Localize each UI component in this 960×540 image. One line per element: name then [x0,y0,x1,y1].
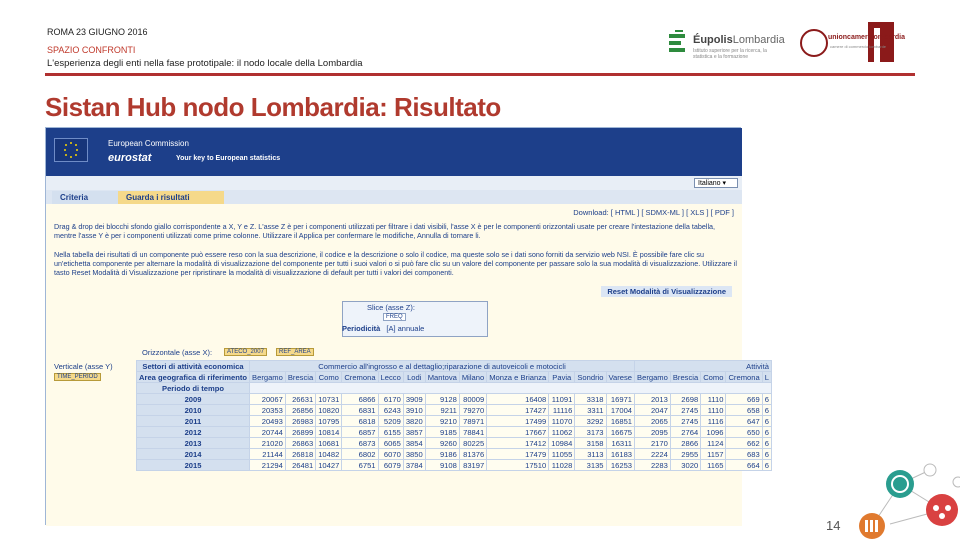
value-cell: 17479 [487,449,549,460]
value-cell: 3113 [575,449,606,460]
header-section: SPAZIO CONFRONTI [47,45,136,55]
value-cell: 9211 [425,405,459,416]
area-header[interactable]: Lecco [378,372,403,383]
eupolis-logo [667,26,785,62]
download-links[interactable]: Download: [ HTML ] [ SDMX-ML ] [ XLS ] [ PDF ] [573,208,734,217]
value-cell: 3020 [670,460,700,471]
value-cell: 20744 [250,427,286,438]
eurostat-tagline: Your key to European statistics [176,155,281,162]
value-cell: 650 [726,427,762,438]
value-cell: 16675 [606,427,635,438]
periodicity-label[interactable]: Periodicità [342,324,381,333]
value-cell: 78841 [459,427,486,438]
value-cell: 10681 [316,438,342,449]
value-cell: 10814 [316,427,342,438]
area-header[interactable]: Brescia [670,372,700,383]
value-cell: 9108 [425,460,459,471]
value-cell: 2764 [670,427,700,438]
value-cell: 6079 [378,460,403,471]
vertical-axis-box [54,362,132,384]
header-date: ROMA 23 GIUGNO 2016 [47,27,148,37]
value-cell: 17499 [487,416,549,427]
value-cell: 6 [762,405,771,416]
area-header[interactable]: Monza e Brianza [487,372,549,383]
value-cell: 1124 [701,438,726,449]
value-cell: 17412 [487,438,549,449]
eurostat-brand[interactable]: eurostat [108,152,152,164]
value-cell: 11062 [549,427,575,438]
value-cell: 26983 [285,416,315,427]
value-cell: 6 [762,460,771,471]
value-cell: 26481 [285,460,315,471]
value-cell: 2095 [635,427,671,438]
value-cell: 2866 [670,438,700,449]
value-cell: 6818 [342,416,378,427]
year-cell: 2015 [137,460,250,471]
value-cell: 9128 [425,394,459,405]
area-header[interactable]: L [762,372,771,383]
value-cell: 16183 [606,449,635,460]
eupolis-tag: Istituto superiore per la ricerca, la statistica e la formazione [693,48,767,60]
value-cell: 21294 [250,460,286,471]
table-row [137,416,772,427]
value-cell: 6070 [378,449,403,460]
value-cell: 81376 [459,449,486,460]
value-cell: 2955 [670,449,700,460]
value-cell: 662 [726,438,762,449]
value-cell: 3854 [403,438,425,449]
value-cell: 6243 [378,405,403,416]
ec-commission-label: European Commission [108,139,189,148]
x-chip-ateco[interactable]: ATECO_2007 [224,348,267,356]
value-cell: 1165 [701,460,726,471]
value-cell: 2283 [635,460,671,471]
value-cell: 3158 [575,438,606,449]
value-cell: 669 [726,394,762,405]
value-cell: 11116 [549,405,575,416]
area-header[interactable]: Pavia [549,372,575,383]
sector-activity-header: Attività [635,361,772,372]
value-cell: 2745 [670,405,700,416]
value-cell: 664 [726,460,762,471]
value-cell: 26863 [285,438,315,449]
table-row [137,449,772,460]
value-cell: 83197 [459,460,486,471]
value-cell: 6857 [342,427,378,438]
value-cell: 3135 [575,460,606,471]
language-select[interactable]: Italiano ▾ [694,178,738,188]
header-subtitle: L'esperienza degli enti nella fase prototipale: il nodo locale della Lombardia [47,58,363,69]
area-header[interactable]: Cremona [726,372,762,383]
value-cell: 6 [762,438,771,449]
value-cell: 6802 [342,449,378,460]
value-cell: 3318 [575,394,606,405]
value-cell: 26856 [285,405,315,416]
value-cell: 1110 [701,405,726,416]
value-cell: 3173 [575,427,606,438]
value-cell: 6 [762,416,771,427]
y-chip-time-period[interactable]: TIME_PERIOD [54,373,101,381]
value-cell: 80009 [459,394,486,405]
tab-criteria[interactable]: Criteria [52,191,120,204]
header-divider [45,73,915,76]
value-cell: 20067 [250,394,286,405]
value-cell: 3820 [403,416,425,427]
area-header[interactable]: Lodi [403,372,425,383]
value-cell: 2170 [635,438,671,449]
eupolis-mark-icon [667,30,689,56]
value-cell: 11028 [549,460,575,471]
instructions-drag-drop: Drag & drop dei blocchi sfondo giallo corrispondente a X, Y e Z. L'asse Z è per i componenti utilizzati per filtrare i dati visibili, l'asse X è per le componenti orizzontali usate per creare l'intestazione della tabella, mentre l'asse Y è per i componenti utilizzati come prime colonne. Utilizzare il Applica per confermare le modifiche, Annulla di tornare li. [54,222,716,240]
area-header[interactable]: Sondrio [575,372,606,383]
language-bar [46,176,742,190]
value-cell: 1110 [701,394,726,405]
value-cell: 10427 [316,460,342,471]
value-cell: 16253 [606,460,635,471]
value-cell: 10984 [549,438,575,449]
unioncamere-name: unioncamerelombardia [828,34,906,41]
value-cell: 9185 [425,427,459,438]
value-cell: 1157 [701,449,726,460]
vertical-axis-label: Verticale (asse Y) [54,362,113,371]
area-header[interactable]: Brescia [285,372,315,383]
eupolis-name: ÉupolisLombardia [693,34,785,46]
tab-results[interactable]: Guarda i risultati [118,191,224,204]
area-header[interactable]: Como [316,372,342,383]
value-cell: 6 [762,449,771,460]
value-cell: 1116 [701,416,726,427]
value-cell: 78971 [459,416,486,427]
results-table [136,360,772,471]
value-cell: 658 [726,405,762,416]
table-row [137,427,772,438]
value-cell: 3910 [403,405,425,416]
value-cell: 11070 [549,416,575,427]
value-cell: 6 [762,427,771,438]
value-cell: 6866 [342,394,378,405]
value-cell: 6155 [378,427,403,438]
area-header[interactable]: Mantova [425,372,459,383]
value-cell: 10731 [316,394,342,405]
value-cell: 11055 [549,449,575,460]
reset-display-button[interactable]: Reset Modalità di Visualizzazione [601,286,732,297]
x-chip-ref-area[interactable]: REF_AREA [276,348,314,356]
value-cell: 6831 [342,405,378,416]
value-cell: 3784 [403,460,425,471]
table-row [137,438,772,449]
value-cell: 20493 [250,416,286,427]
area-header[interactable]: Cremona [342,372,378,383]
value-cell: 3311 [575,405,606,416]
value-cell: 6065 [378,438,403,449]
value-cell: 17510 [487,460,549,471]
value-cell: 2745 [670,416,700,427]
network-decoration-icon [860,462,960,540]
eu-flag-icon [54,138,88,162]
value-cell: 80225 [459,438,486,449]
results-panel [46,204,769,526]
value-cell: 16971 [606,394,635,405]
value-cell: 2013 [635,394,671,405]
value-cell: 2698 [670,394,700,405]
value-cell: 647 [726,416,762,427]
year-cell: 2011 [137,416,250,427]
value-cell: 6 [762,394,771,405]
table-row [137,394,772,405]
value-cell: 6751 [342,460,378,471]
value-cell: 5209 [378,416,403,427]
value-cell: 26818 [285,449,315,460]
value-cell: 3292 [575,416,606,427]
value-cell: 3857 [403,427,425,438]
value-cell: 17004 [606,405,635,416]
value-cell: 20353 [250,405,286,416]
slide-title: Sistan Hub nodo Lombardia: Risultato [45,92,501,122]
value-cell: 10795 [316,416,342,427]
value-cell: 3850 [403,449,425,460]
value-cell: 26631 [285,394,315,405]
value-cell: 3909 [403,394,425,405]
value-cell: 9210 [425,416,459,427]
value-cell: 10482 [316,449,342,460]
value-cell: 683 [726,449,762,460]
value-cell: 2047 [635,405,671,416]
value-cell: 17667 [487,427,549,438]
value-cell: 6170 [378,394,403,405]
value-cell: 11091 [549,394,575,405]
value-cell: 16851 [606,416,635,427]
value-cell: 16408 [487,394,549,405]
periodicity-row [342,324,582,333]
value-cell: 1096 [701,427,726,438]
area-header[interactable]: Bergamo [635,372,671,383]
area-header[interactable]: Milano [459,372,486,383]
pivot-table-area [46,346,769,526]
area-header[interactable]: Bergamo [250,372,286,383]
area-header[interactable]: Varese [606,372,635,383]
instructions-display-mode: Nella tabella dei risultati di un componente può essere reso con la sua descrizione, il codice e la descrizione o solo il codice, ma queste solo se i dati sono forniti da servizio web NSI. È possibile fare clic su un'etichetta componente per alternare la modalità di visualizzazione del componente per tutti i suoi valori o si può fare clic su un valore del componente per passare solo la sua modalità di visualizzazione. Utilizzare il tasto Reset Modalità di Visualizzazione per ripristinare la modalità di visualizzazione di default per tutti i valori dei componenti. [54,250,737,277]
value-cell: 9260 [425,438,459,449]
tab-bar [46,190,742,204]
year-cell: 2010 [137,405,250,416]
value-cell: 21020 [250,438,286,449]
year-cell: 2014 [137,449,250,460]
page-number: 14 [826,518,841,533]
area-header[interactable]: Como [701,372,726,383]
value-cell: 16311 [606,438,635,449]
row-header-sector[interactable]: Settori di attività economica [137,361,250,372]
slice-label: Slice (asse Z): [367,303,415,312]
sector-commerce-header: Commercio all'ingrosso e al dettaglio;riparazione di autoveicoli e motocicli [250,361,635,372]
value-cell: 26899 [285,427,315,438]
slice-chip-freq[interactable]: FREQ [383,313,406,321]
row-header-period[interactable]: Periodo di tempo [137,383,250,394]
periodicity-value: [A] annuale [386,324,425,333]
value-cell: 6873 [342,438,378,449]
unioncamere-logo [798,20,906,66]
year-cell: 2012 [137,427,250,438]
period-header-fill [250,383,772,394]
row-header-area[interactable]: Area geografica di riferimento [137,372,250,383]
value-cell: 2224 [635,449,671,460]
table-row [137,405,772,416]
unioncamere-tag: camere di commercio lombarde [830,44,887,49]
year-cell: 2009 [137,394,250,405]
table-row [137,460,772,471]
year-cell: 2013 [137,438,250,449]
value-cell: 10820 [316,405,342,416]
value-cell: 21144 [250,449,286,460]
value-cell: 9186 [425,449,459,460]
unioncamere-mark-icon [798,20,900,66]
eurostat-banner [46,128,742,176]
eurostat-screenshot [45,127,769,525]
value-cell: 2065 [635,416,671,427]
horizontal-axis-label: Orizzontale (asse X): [142,348,213,357]
value-cell: 17427 [487,405,549,416]
value-cell: 79270 [459,405,486,416]
